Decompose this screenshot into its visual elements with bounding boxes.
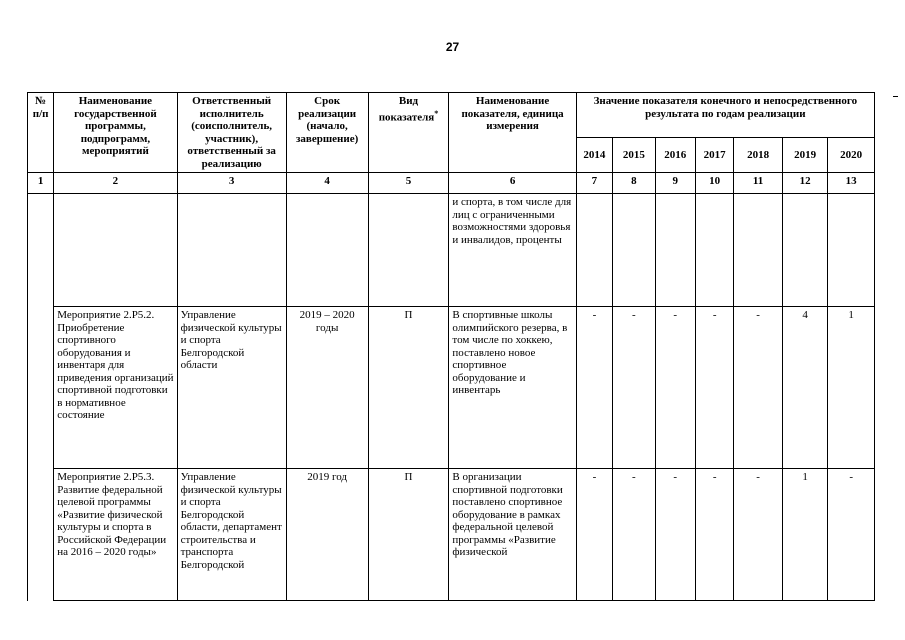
row-value: - (734, 307, 783, 469)
header-period: Срок реализации (начало, завершение) (286, 93, 368, 173)
header-year: 2016 (655, 138, 695, 173)
row-value: - (576, 307, 612, 469)
row-value (613, 194, 655, 307)
row-value (655, 194, 695, 307)
row-value (828, 194, 875, 307)
column-number: 5 (368, 173, 449, 194)
header-program-name: Наименование государственной программы, подпрограмм, мероприятий (54, 93, 177, 173)
row-value: - (613, 307, 655, 469)
column-number: 10 (695, 173, 733, 194)
column-number: 13 (828, 173, 875, 194)
column-number: 4 (286, 173, 368, 194)
header-year: 2017 (695, 138, 733, 173)
header-year: 2020 (828, 138, 875, 173)
column-number: 7 (576, 173, 612, 194)
column-number: 3 (177, 173, 286, 194)
row-period: 2019 – 2020 годы (286, 307, 368, 469)
header-year: 2019 (782, 138, 827, 173)
row-value: - (734, 469, 783, 601)
header-executor: Ответственный исполнитель (соисполнитель, участник), ответственный за реализацию (177, 93, 286, 173)
header-values-group: Значение показателя конечного и непосредственного результата по годам реализации (576, 93, 874, 138)
column-number-row (28, 173, 875, 194)
row-value (782, 194, 827, 307)
row-value (734, 194, 783, 307)
row-program-name (54, 194, 177, 307)
row-indicator-name: и спорта, в том числе для лиц с ограниченными возможностями здоровья и инвалидов, проценты (449, 194, 576, 307)
column-number: 11 (734, 173, 783, 194)
row-program-name: Мероприятие 2.Р5.3. Развитие федеральной целевой программы «Развитие физической культуры и спорта в Российской Федерации на 2016 – 2020 годы» (54, 469, 177, 601)
row-value: - (613, 469, 655, 601)
header-year: 2014 (576, 138, 612, 173)
row-period: 2019 год (286, 469, 368, 601)
row-value (695, 194, 733, 307)
header-number: № п/п (28, 93, 54, 173)
column-number: 8 (613, 173, 655, 194)
row-value (576, 194, 612, 307)
row-program-name: Мероприятие 2.Р5.2. Приобретение спортивного оборудования и инвентаря для приведения организаций спортивной подготовки в нормативное состояние (54, 307, 177, 469)
header-year: 2015 (613, 138, 655, 173)
column-number: 9 (655, 173, 695, 194)
row-indicator-type: П (368, 469, 449, 601)
column-number: 1 (28, 173, 54, 194)
header-indicator-type (368, 93, 449, 173)
row-value: 4 (782, 307, 827, 469)
column-number: 2 (54, 173, 177, 194)
row-executor: Управление физической культуры и спорта Белгородской области, департамент строительства и транспорта Белгородской (177, 469, 286, 601)
table-row (28, 307, 875, 469)
row-period (286, 194, 368, 307)
row-value: - (655, 469, 695, 601)
row-value: - (695, 307, 733, 469)
indicator-table (27, 92, 875, 601)
row-indicator-name: В организации спортивной подготовки поставлено спортивное оборудование в рамках федеральной целевой программы «Развитие физической (449, 469, 576, 601)
row-indicator-name: В спортивные школы олимпийского резерва, в том числе по хоккею, поставлено новое спортивное оборудование и инвентарь (449, 307, 576, 469)
row-number-cell (28, 194, 54, 601)
table-row (28, 469, 875, 601)
row-value: - (576, 469, 612, 601)
row-indicator-type (368, 194, 449, 307)
column-number: 12 (782, 173, 827, 194)
margin-tick (893, 96, 898, 97)
row-value: 1 (828, 307, 875, 469)
row-value: 1 (782, 469, 827, 601)
page-number: 27 (445, 40, 460, 54)
header-year: 2018 (734, 138, 783, 173)
column-number: 6 (449, 173, 576, 194)
row-executor: Управление физической культуры и спорта Белгородской области (177, 307, 286, 469)
row-value: - (695, 469, 733, 601)
header-indicator-type-label: Вид показателя (378, 95, 435, 124)
row-value: - (828, 469, 875, 601)
header-footnote-mark: * (434, 108, 439, 118)
row-value: - (655, 307, 695, 469)
header-row (28, 93, 875, 138)
header-indicator-name: Наименование показателя, единица измерения (449, 93, 576, 173)
table-row (28, 194, 875, 307)
row-executor (177, 194, 286, 307)
row-indicator-type: П (368, 307, 449, 469)
